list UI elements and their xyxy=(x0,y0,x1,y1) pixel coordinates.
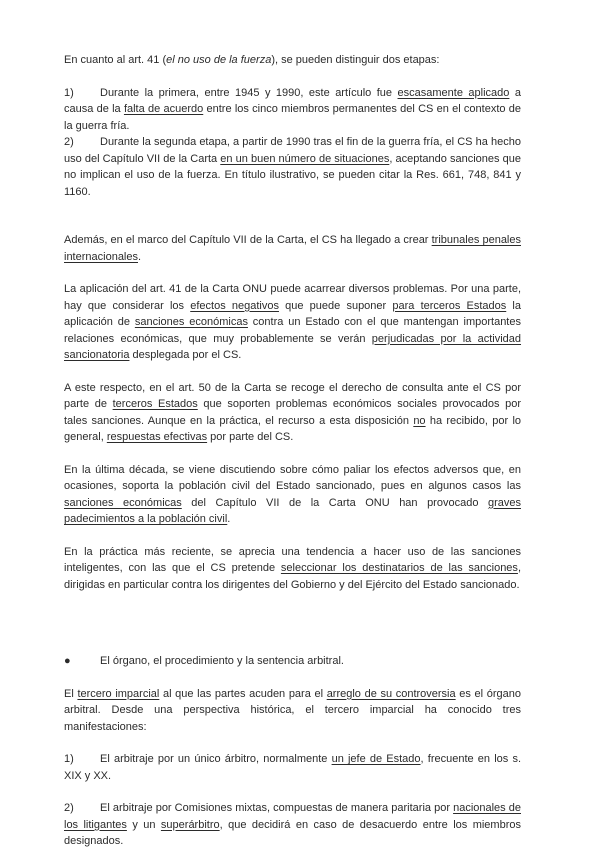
bullet-icon: ● xyxy=(64,655,71,667)
document-page xyxy=(64,52,521,850)
paragraph-tribunales: Además, en el marco del Capítulo VII de la Carta, el CS ha llegado a crear tribunales penales internacionales. xyxy=(64,234,521,263)
list-item-first-stage: 1) Durante la primera, entre 1945 y 1990, este artículo fue escasamente aplicado a causa de la falta de acuerdo entre los cinco miembros permanentes del CS en el contexto de la guerra fría. xyxy=(64,86,522,132)
section-heading-organo-arbitral: ● El órgano, el procedimiento y la sentencia arbitral. xyxy=(64,653,521,670)
list-item-arbitro-unico: 1) El arbitraje por un único árbitro, normalmente un jefe de Estado, frecuente en los s. XIX y XX. xyxy=(64,753,521,782)
list-item-comisiones-mixtas: 2) El arbitraje por Comisiones mixtas, compuestas de manera paritaria por nacionales de los litigantes y un superárbitro, que decidirá en caso de desacuerdo entre los miembros designados. xyxy=(64,802,521,847)
paragraph-problemas: La aplicación del art. 41 de la Carta ONU puede acarrear diversos problemas. Por una parte, hay que considerar los efectos negativos que puede suponer para terceros Estados la aplicación de sanciones económicas contra un Estado con el que mantengan importantes relaciones económicas, que muy probablemente se verán perjudicadas por la actividad sancionatoria desplegada por el CS. xyxy=(64,283,522,361)
intro-paragraph: En cuanto al art. 41 (el no uso de la fuerza), se pueden distinguir dos etapas: xyxy=(64,54,440,66)
list-item-second-stage: 2) Durante la segunda etapa, a partir de 1990 tras el fin de la guerra fría, el CS ha hecho uso del Capítulo VII de la Carta en un buen número de situaciones, aceptando sanciones que no implican el uso de la fuerza. En título ilustrativo, se pueden citar la Res. 661, 748, 841 y 1160. xyxy=(64,136,521,198)
paragraph-art50: A este respecto, en el art. 50 de la Carta se recoge el derecho de consulta ante el CS por parte de terceros Estados que soporten problemas económicos sociales provocados por tales sanciones. Aunque en la práctica, el recurso a esta disposición no ha recibido, por lo general, respuestas efectivas por parte del CS. xyxy=(64,381,522,443)
paragraph-poblacion-civil: En la última década, se viene discutiendo sobre cómo paliar los efectos adversos que, en ocasiones, soporta la población civil del Estado sancionado, pues en algunos casos las sanciones económicas del Capítulo VII de la Carta ONU han provocado graves padecimientos a la población civil. xyxy=(64,463,521,525)
paragraph-sanciones-inteligentes: En la práctica más reciente, se aprecia una tendencia a hacer uso de las sanciones inteligentes, con las que el CS pretende seleccionar los destinatarios de las sanciones, dirigidas en particular contra los dirigentes del Gobierno y del Ejército del Estado sancionado. xyxy=(64,545,521,591)
paragraph-tercero-imparcial: El tercero imparcial al que las partes acuden para el arreglo de su controversia es el órgano arbitral. Desde una perspectiva histórica, el tercero imparcial ha conocido tres manifestaciones: xyxy=(64,687,521,733)
